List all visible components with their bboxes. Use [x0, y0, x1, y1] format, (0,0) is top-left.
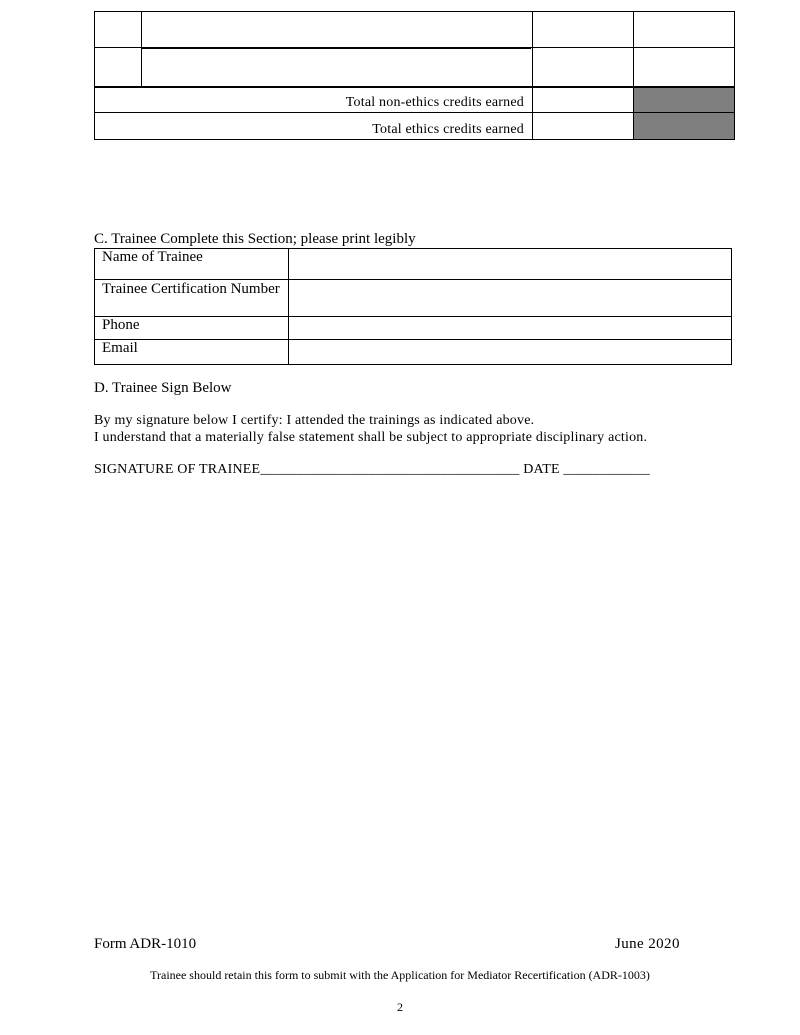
signature-field[interactable]: ____________________________________ — [260, 462, 520, 477]
phone-field[interactable] — [288, 317, 731, 340]
entry-cell[interactable] — [533, 12, 632, 46]
email-label: Email — [95, 340, 289, 365]
phone-label: Phone — [95, 317, 289, 340]
form-date: June 2020 — [615, 936, 680, 952]
entry-cell[interactable] — [634, 49, 734, 85]
certify-statement: By my signature below I certify: I attended the trainings as indicated above. — [94, 413, 535, 428]
retain-note: Trainee should retain this form to submit with the Application for Mediator Recertification (ADR-1003) — [150, 968, 650, 982]
form-id: Form ADR-1010 — [94, 936, 197, 952]
name-field[interactable] — [288, 249, 731, 280]
credits-table — [94, 11, 735, 140]
certification-number-label: Trainee Certification Number — [95, 280, 289, 317]
understand-statement: I understand that a materially false statement shall be subject to appropriate disciplinary action. — [94, 430, 648, 445]
entry-cell[interactable] — [634, 12, 734, 46]
total-non-ethics-label: Total non-ethics credits earned — [345, 95, 524, 110]
signature-label: SIGNATURE OF TRAINEE — [94, 462, 261, 477]
page-number: 2 — [397, 1000, 403, 1014]
table-row — [95, 249, 732, 280]
name-label: Name of Trainee — [95, 249, 289, 280]
section-d-title: D. Trainee Sign Below — [94, 380, 232, 396]
entry-cell[interactable] — [94, 12, 141, 46]
trainee-info-table — [94, 248, 732, 365]
entry-cell[interactable] — [142, 12, 531, 46]
shaded-cell-ethics — [634, 113, 734, 139]
date-label: DATE — [523, 462, 560, 477]
table-row — [95, 340, 732, 365]
shaded-cell-non-ethics — [634, 88, 734, 112]
section-c-title: C. Trainee Complete this Section; please print legibly — [94, 231, 416, 247]
total-ethics-label: Total ethics credits earned — [372, 122, 524, 137]
email-field[interactable] — [288, 340, 731, 365]
entry-cell[interactable] — [142, 49, 531, 85]
certification-number-field[interactable] — [288, 280, 731, 317]
table-row — [95, 280, 732, 317]
entry-cell[interactable] — [94, 49, 141, 85]
row-divider — [94, 47, 141, 48]
non-ethics-total-field[interactable] — [533, 88, 632, 112]
signature-line — [94, 462, 650, 478]
entry-cell[interactable] — [533, 49, 632, 85]
date-field[interactable]: ____________ — [563, 462, 650, 477]
table-row — [95, 317, 732, 340]
ethics-total-field[interactable] — [533, 113, 632, 139]
